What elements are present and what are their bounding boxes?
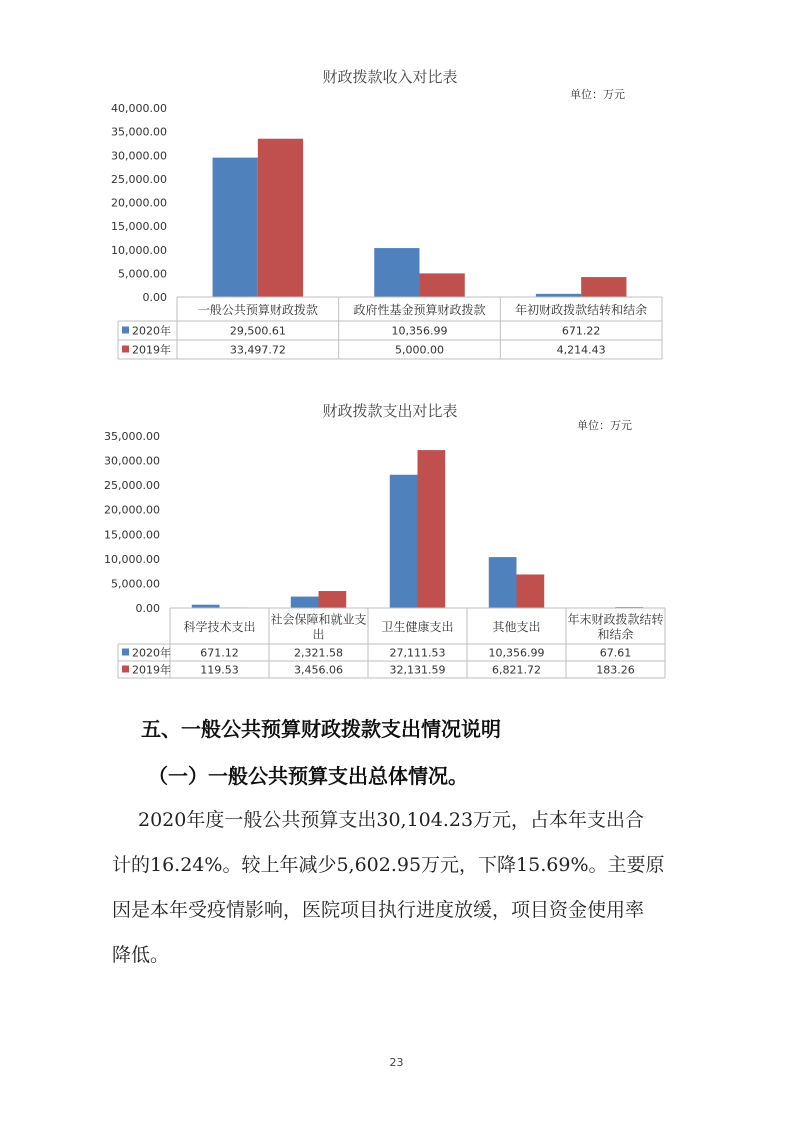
unit-label: 单位：万元 [570, 88, 625, 101]
table-value: 67.61 [599, 646, 632, 660]
chart-svg [100, 395, 680, 695]
category-label: 科学技术支出 [183, 620, 256, 634]
table-value: 27,111.53 [389, 646, 446, 660]
y-tick-label: 35,000.00 [111, 125, 167, 139]
table-value: 10,356.99 [488, 646, 545, 660]
category-label: 其他支出 [492, 620, 541, 634]
page-number: 23 [389, 1056, 404, 1069]
category-label: 一般公共预算财政拨款 [197, 303, 318, 317]
bar-2020-2 [374, 248, 419, 297]
legend-swatch [122, 346, 129, 353]
y-tick-label: 10,000.00 [104, 552, 160, 566]
section-heading: 五、一般公共预算财政拨款支出情况说明 [141, 717, 501, 741]
table-value: 33,497.72 [229, 343, 286, 357]
legend-swatch [122, 327, 129, 334]
category-label: 社会保障和就业支 [270, 612, 367, 627]
category-label: 政府性基金预算财政拨款 [353, 303, 486, 317]
paragraph-line-2: 计的16.24%。较上年减少5,602.95万元，下降15.69%。主要原 [112, 854, 665, 876]
legend-label: 2019年 [132, 343, 171, 357]
table-value: 183.26 [596, 663, 635, 677]
legend-swatch [122, 666, 129, 673]
y-tick-label: 30,000.00 [104, 454, 160, 468]
y-tick-label: 5,000.00 [111, 577, 160, 591]
income-comparison-chart [100, 60, 680, 370]
y-tick-label: 15,000.00 [104, 528, 160, 542]
bar-2020-4 [489, 557, 517, 608]
bar-2019-3 [581, 277, 626, 297]
y-tick-label: 5,000.00 [118, 267, 167, 281]
subsection-heading: （一）一般公共预算支出总体情况。 [148, 764, 468, 788]
bar-2020-2 [291, 597, 319, 608]
bar-2019-2 [319, 591, 347, 608]
table-value: 32,131.59 [389, 663, 446, 677]
bar-2019-3 [418, 450, 446, 608]
chart-title: 财政拨款收入对比表 [322, 68, 458, 86]
category-label: 年末财政拨款结转 [567, 612, 664, 627]
category-label: 出 [312, 627, 325, 642]
paragraph-line-1: 2020年度一般公共预算支出30,104.23万元，占本年支出合 [138, 809, 645, 831]
y-tick-label: 40,000.00 [111, 102, 167, 115]
table-value: 29,500.61 [229, 324, 286, 338]
legend-label: 2019年 [132, 663, 171, 677]
y-tick-label: 0.00 [142, 291, 167, 304]
table-value: 119.53 [200, 663, 239, 677]
y-tick-label: 35,000.00 [104, 430, 160, 443]
table-value: 3,456.06 [294, 663, 343, 677]
table-value: 2,321.58 [294, 646, 343, 660]
category-label: 卫生健康支出 [381, 620, 454, 634]
table-value: 671.12 [200, 646, 239, 660]
category-label: 年初财政拨款结转和结余 [515, 303, 648, 317]
y-tick-label: 20,000.00 [111, 196, 167, 210]
y-tick-label: 30,000.00 [111, 149, 167, 163]
category-label: 和结余 [597, 627, 634, 642]
legend-label: 2020年 [132, 324, 171, 338]
table-value: 671.22 [561, 324, 601, 338]
legend-label: 2020年 [132, 646, 171, 660]
chart-title: 财政拨款支出对比表 [322, 402, 458, 420]
bar-2019-1 [258, 139, 303, 297]
y-tick-label: 20,000.00 [104, 503, 160, 517]
y-tick-label: 0.00 [135, 602, 160, 615]
expenditure-comparison-chart [100, 395, 680, 695]
bar-2020-3 [390, 475, 418, 608]
bar-2019-4 [517, 574, 545, 608]
y-tick-label: 25,000.00 [104, 479, 160, 493]
y-tick-label: 15,000.00 [111, 220, 167, 234]
bar-2020-1 [213, 158, 258, 297]
table-value: 5,000.00 [395, 343, 444, 357]
table-value: 4,214.43 [556, 343, 606, 357]
body-paragraph [112, 798, 708, 978]
bar-2019-2 [420, 273, 465, 297]
unit-label: 单位：万元 [577, 419, 632, 432]
table-value: 6,821.72 [492, 663, 541, 677]
table-value: 10,356.99 [391, 324, 448, 338]
paragraph-line-3: 因是本年受疫情影响，医院项目执行进度放缓，项目资金使用率 [112, 899, 645, 921]
paragraph-line-4: 降低。 [112, 944, 170, 966]
chart-svg [100, 60, 680, 370]
y-tick-label: 25,000.00 [111, 172, 167, 186]
legend-swatch [122, 649, 129, 656]
y-tick-label: 10,000.00 [111, 243, 167, 257]
